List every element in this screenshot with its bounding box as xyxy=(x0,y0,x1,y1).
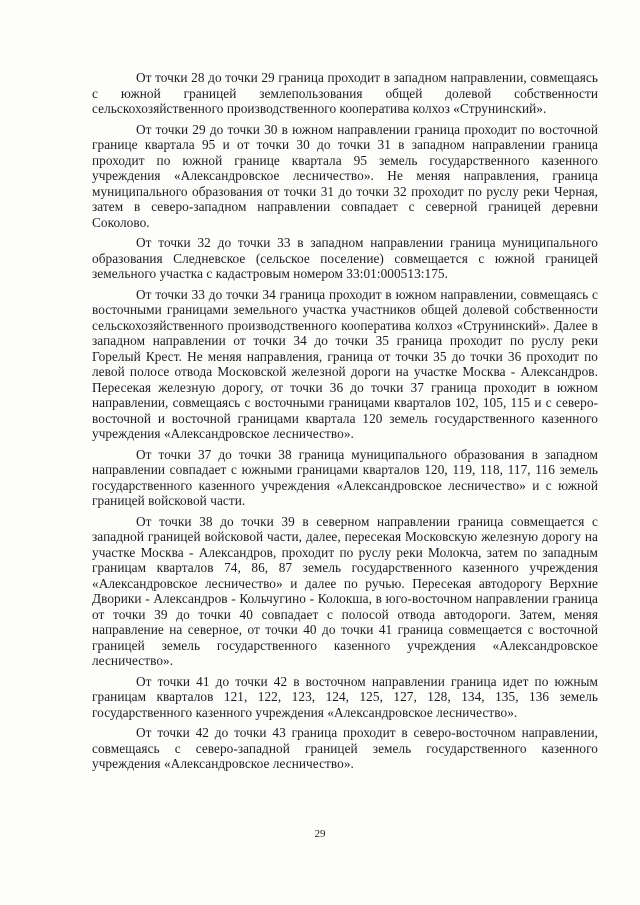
paragraph-2: От точки 29 до точки 30 в южном направлении граница проходит по восточной границе квартала 95 и от точки 30 до точки 31 в западном направлении граница проходит по южной границе квартала 95 земель государственного казенного учреждения «Александровское лесничество». Не меняя направления, граница муниципального образования от точки 31 до точки 32 проходит по руслу реки Черная, затем в северо-западном направлении совпадает с северной границей деревни Соколово. xyxy=(92,121,598,230)
paragraph-1: От точки 28 до точки 29 граница проходит в западном направлении, совмещаясь с южной границей землепользования общей долевой собственности сельскохозяйственного производственного кооператива колхоз «Струнинский». xyxy=(92,70,598,116)
paragraph-3: От точки 32 до точки 33 в западном направлении граница муниципального образования Следневское (сельское поселение) совмещается с южной границей земельного участка с кадастровым номером 33:01:000513:175. xyxy=(92,235,598,281)
paragraph-5: От точки 37 до точки 38 граница муниципального образования в западном направлении совпадает с южными границами кварталов 120, 119, 118, 117, 116 земель государственного казенного учреждения «Александровское лесничество» и с южной границей войсковой части. xyxy=(92,446,598,508)
paragraph-8: От точки 42 до точки 43 граница проходит в северо-восточном направлении, совмещаясь с северо-западной границей земель государственного казенного учреждения «Александровское лесничество». xyxy=(92,725,598,771)
paragraph-7: От точки 41 до точки 42 в восточном направлении граница идет по южным границам кварталов 121, 122, 123, 124, 125, 127, 128, 134, 135, 136 земель государственного казенного учреждения «Александровское лесничество». xyxy=(92,673,598,720)
document-body xyxy=(92,70,598,777)
paragraph-6: От точки 38 до точки 39 в северном направлении граница совмещается с западной границей войсковой части, далее, пересекая Московскую железную дорогу на участке Москва - Александров, проходит по руслу реки Молокча, затем по западным границам кварталов 74, 86, 87 земель государственного казенного учреждения «Александровское лесничество» и далее по ручью. Пересекая автодорогу Верхние Дворики - Александров - Кольчугино - Колокша, в юго-восточном направлении граница от точки 39 до точки 40 совпадает с полосой отвода автодороги. Затем, меняя направление на северное, от точки 40 до точки 41 граница совмещается с восточной границей земель государственного казенного учреждения «Александровское лесничество». xyxy=(92,513,598,668)
page-number: 29 xyxy=(314,828,326,840)
paragraph-4: От точки 33 до точки 34 граница проходит в южном направлении, совмещаясь с восточными границами земельного участка участников общей долевой собственности сельскохозяйственного производственного кооператива колхоз «Струнинский». Далее в западном направлении от точки 34 до точки 35 граница проходит по руслу реки Горелый Крест. Не меняя направления, граница от точки 35 до точки 36 проходит по левой полосе отвода Московской железной дороги на участке Москва - Александров. Пересекая железную дорогу, от точки 36 до точки 37 граница проходит в южном направлении, совмещаясь с восточными границами кварталов 102, 105, 115 и с северо-восточной и восточной границами квартала 120 земель государственного казенного учреждения «Александровское лесничество». xyxy=(92,286,598,441)
